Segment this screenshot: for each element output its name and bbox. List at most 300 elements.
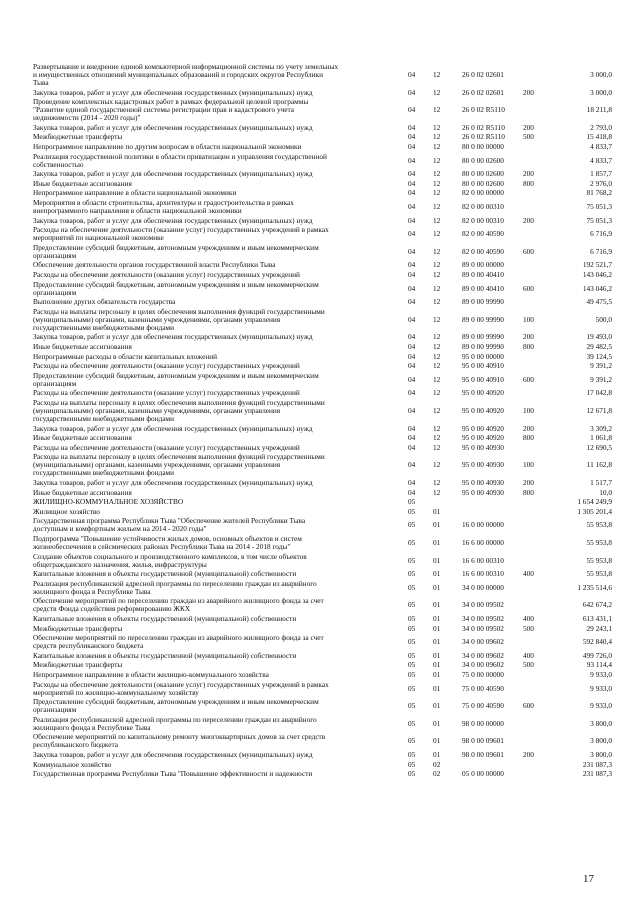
- row-name-line: организациям: [33, 379, 77, 388]
- row-csr: 34 0 00 00000: [462, 582, 504, 592]
- row-podrazdel: 01: [433, 538, 441, 547]
- row-podrazdel: 01: [433, 660, 441, 670]
- row-name: [33, 153, 390, 169]
- row-sum: 9 391,2: [590, 361, 612, 371]
- row-name-line: (муниципальными) органами, казенными учреждениями, органами управления: [33, 315, 281, 324]
- row-podrazdel: 12: [433, 229, 441, 239]
- row-podrazdel: 01: [433, 650, 441, 660]
- row-sum: 6 716,9: [590, 246, 612, 256]
- row-csr: 75 0 00 00000: [462, 670, 504, 679]
- table-row: [0, 597, 640, 613]
- row-razdel: 04: [408, 351, 416, 361]
- row-name-line: собственностью: [33, 160, 84, 169]
- row-razdel: 04: [408, 105, 416, 115]
- table-row: [0, 733, 640, 749]
- row-sum: 592 840,4: [582, 637, 612, 647]
- row-podrazdel: 12: [433, 374, 441, 384]
- row-podrazdel: 12: [433, 283, 441, 293]
- table-row: [0, 271, 640, 279]
- row-name: [33, 353, 390, 361]
- row-name-line: (муниципальными) органами, казенными учреждениями, органами управления: [33, 407, 281, 415]
- row-razdel: 05: [408, 769, 416, 779]
- row-podrazdel: 12: [433, 478, 441, 487]
- row-name-line: "Развитие единой государственной системы регистрации прав и кадастрового учета: [33, 106, 295, 115]
- row-csr: 95 0 00 40920: [462, 406, 504, 415]
- table-row: [0, 63, 640, 87]
- row-name-line: Предоставление субсидий бюджетным, автономным учреждениям и иным некоммерческим: [33, 243, 319, 252]
- table-row: [0, 353, 640, 361]
- table-row: [0, 652, 640, 660]
- row-podrazdel: 12: [433, 260, 441, 270]
- row-podrazdel: 02: [433, 759, 441, 769]
- row-sum: 12 690,5: [586, 442, 612, 452]
- row-vr: 100: [523, 406, 534, 415]
- row-name: [33, 770, 390, 778]
- row-name-line: Расходы на выплаты персоналу в целях обеспечения выполнения функций государственными: [33, 399, 325, 407]
- row-vr: 800: [523, 342, 534, 351]
- row-razdel: 04: [408, 202, 416, 211]
- row-sum: 642 674,2: [582, 600, 612, 610]
- row-csr: 80 0 00 02600: [462, 178, 504, 188]
- row-razdel: 04: [408, 246, 416, 256]
- row-csr: 05 0 00 00000: [462, 769, 504, 779]
- row-razdel: 05: [408, 582, 416, 592]
- row-sum: 17 042,8: [586, 388, 612, 398]
- row-sum: 3 309,2: [590, 423, 612, 433]
- row-name: [33, 733, 390, 749]
- row-name-line: Предоставление субсидий бюджетным, автономным учреждениям и иным некоммерческим: [33, 280, 319, 289]
- table-row: [0, 133, 640, 141]
- row-name-line: Иные бюджетные ассигнования: [33, 488, 132, 497]
- row-name: [33, 298, 390, 306]
- table-row: [0, 153, 640, 169]
- row-name: [33, 98, 390, 122]
- row-sum: 39 124,5: [586, 351, 612, 361]
- row-name-line: Капитальные вложения в объекты государственной (муниципальной) собственности: [33, 651, 297, 660]
- row-sum: 93 114,4: [586, 660, 612, 670]
- row-podrazdel: 12: [433, 314, 441, 324]
- row-podrazdel: 12: [433, 388, 441, 398]
- row-sum: 1 235 514,6: [577, 582, 612, 592]
- table-row: [0, 580, 640, 596]
- row-name-line: Расходы на обеспечение деятельности (оказания услуг) государственных учреждений: [33, 271, 300, 279]
- row-csr: 80 0 00 00000: [462, 142, 504, 151]
- row-name: [33, 597, 390, 613]
- row-sum: 1 857,7: [590, 169, 612, 179]
- row-podrazdel: 01: [433, 637, 441, 647]
- row-razdel: 05: [408, 555, 416, 565]
- row-csr: 89 0 00 99990: [462, 314, 504, 324]
- row-name: [33, 761, 390, 769]
- row-vr: 600: [523, 701, 534, 711]
- table-row: [0, 751, 640, 759]
- row-csr: 89 0 00 99990: [462, 297, 504, 307]
- row-csr: 34 0 00 09602: [462, 650, 504, 660]
- row-csr: 89 0 00 99990: [462, 342, 504, 351]
- row-razdel: 04: [408, 297, 416, 307]
- row-razdel: 05: [408, 759, 416, 769]
- row-csr: 82 0 00 00000: [462, 188, 504, 198]
- row-name-line: Выполнение других обязательств государства: [33, 298, 176, 307]
- table-row: [0, 661, 640, 669]
- row-sum: 143 046,2: [582, 270, 612, 279]
- row-name-line: Непрограммное направление в области национальной экономики: [33, 189, 237, 198]
- row-razdel: 05: [408, 520, 416, 530]
- row-name-line: Создание объектов социального и производственного комплексов, в том числе объектов: [33, 552, 307, 561]
- table-row: [0, 498, 640, 506]
- row-name: [33, 434, 390, 442]
- row-sum: 3 800,0: [590, 750, 612, 759]
- row-name-line: Предоставление субсидий бюджетным, автономным учреждениям и иным некоммерческим: [33, 698, 319, 707]
- row-name: [33, 343, 390, 351]
- row-name-line: организациям: [33, 706, 77, 715]
- row-name: [33, 681, 390, 697]
- row-name-line: ЖИЛИЩНО-КОММУНАЛЬНОЕ ХОЗЯЙСТВО: [33, 498, 184, 507]
- row-name-line: мероприятий по жилищно-коммунальному хозяйству: [33, 688, 199, 697]
- row-name-line: организациям: [33, 288, 77, 297]
- table-row: [0, 189, 640, 197]
- row-vr: 200: [523, 332, 534, 342]
- row-sum: 192 521,7: [582, 260, 612, 270]
- row-name: [33, 535, 390, 551]
- row-name: [33, 189, 390, 197]
- row-name: [33, 570, 390, 578]
- row-razdel: 04: [408, 70, 416, 79]
- row-name-line: Закупка товаров, работ и услуг для обеспечения государственных (муниципальных) нужд: [33, 424, 313, 433]
- row-name: [33, 751, 390, 759]
- row-vr: 200: [523, 478, 534, 487]
- row-name: [33, 498, 390, 506]
- table-row: [0, 261, 640, 269]
- row-razdel: 04: [408, 332, 416, 342]
- row-csr: 95 0 00 40910: [462, 374, 504, 384]
- row-sum: 81 768,2: [586, 188, 612, 198]
- row-podrazdel: 12: [433, 487, 441, 497]
- row-csr: 95 0 00 40920: [462, 388, 504, 398]
- row-name-line: Закупка товаров, работ и услуг для обеспечения государственных (муниципальных) нужд: [33, 123, 313, 132]
- row-sum: 3 800,0: [590, 718, 612, 728]
- row-name-line: жизнеобеспечения в сейсмических районах Республики Тыва на 2014 - 2018 годы": [33, 543, 291, 551]
- row-csr: 98 0 00 00000: [462, 718, 504, 728]
- table-row: [0, 143, 640, 151]
- row-name-line: Непрограммные расходы в области капитальных вложений: [33, 352, 218, 361]
- row-name-line: Государственная программа Республики Тыва "Обеспечение жителей Республики Тыва: [33, 517, 306, 526]
- row-name-line: Закупка товаров, работ и услуг для обеспечения государственных (муниципальных) нужд: [33, 216, 313, 225]
- row-vr: 100: [523, 460, 534, 470]
- row-name: [33, 63, 390, 87]
- row-podrazdel: 12: [433, 361, 441, 371]
- row-name-line: Обеспечение мероприятий по переселению граждан из аварийного жилищного фонда за счет: [33, 597, 324, 606]
- row-csr: 26 0 02 R5110: [462, 132, 505, 142]
- table-row: [0, 170, 640, 178]
- row-name: [33, 170, 390, 178]
- row-sum: 3 000,0: [590, 87, 612, 97]
- table-row: [0, 217, 640, 225]
- row-sum: 613 431,1: [582, 614, 612, 623]
- row-name: [33, 625, 390, 633]
- row-csr: 16 0 00 00000: [462, 520, 504, 530]
- row-sum: 143 046,2: [582, 283, 612, 293]
- row-name-line: Развертывание и внедрение единой компьютерной информационной системы по учету земельных: [33, 63, 339, 71]
- row-name-line: жилищного фонда в Республике Тыва: [33, 587, 151, 596]
- row-name: [33, 271, 390, 279]
- row-name-line: общегражданского назначения, жилья, инфраструктуры: [33, 560, 207, 569]
- row-csr: 26 0 02 R5110: [462, 122, 505, 132]
- row-podrazdel: 01: [433, 736, 441, 746]
- row-razdel: 05: [408, 600, 416, 610]
- row-name: [33, 615, 390, 623]
- row-vr: 200: [523, 423, 534, 433]
- table-row: [0, 308, 640, 332]
- row-sum: 15 418,8: [586, 132, 612, 142]
- row-name: [33, 261, 390, 269]
- row-csr: 34 0 00 09502: [462, 623, 504, 633]
- row-sum: 9 933,0: [590, 670, 612, 679]
- row-sum: 12 671,8: [586, 406, 612, 415]
- row-vr: 600: [523, 374, 534, 384]
- row-csr: 34 0 00 09602: [462, 660, 504, 670]
- row-name-line: Реализация республиканской адресной программы по переселению граждан из аварийного: [33, 715, 317, 724]
- row-podrazdel: 01: [433, 614, 441, 623]
- row-name-line: республиканского бюджета: [33, 741, 118, 750]
- page-number: 17: [583, 873, 594, 885]
- row-sum: 500,0: [595, 314, 612, 324]
- row-podrazdel: 12: [433, 351, 441, 361]
- table-row: [0, 625, 640, 633]
- row-podrazdel: 12: [433, 169, 441, 179]
- row-name-line: Межбюджетные трансферты: [33, 133, 123, 142]
- table-row: [0, 180, 640, 188]
- row-vr: 200: [523, 122, 534, 132]
- row-podrazdel: 12: [433, 202, 441, 211]
- row-podrazdel: 12: [433, 460, 441, 470]
- row-podrazdel: 02: [433, 769, 441, 779]
- row-name-line: средств Фонда содействия реформированию ЖКХ: [33, 605, 191, 614]
- row-csr: 82 0 00 40590: [462, 229, 504, 239]
- row-name-line: Обеспечение мероприятий по переселению граждан из аварийного жилищного фонда за счет: [33, 634, 324, 643]
- row-sum: 55 953,8: [586, 538, 612, 547]
- row-razdel: 05: [408, 623, 416, 633]
- row-name: [33, 479, 390, 487]
- row-podrazdel: 01: [433, 555, 441, 565]
- row-sum: 1 517,7: [590, 478, 612, 487]
- row-razdel: 05: [408, 736, 416, 746]
- row-sum: 19 493,0: [586, 332, 612, 342]
- row-name: [33, 399, 390, 423]
- row-razdel: 05: [408, 650, 416, 660]
- row-podrazdel: 01: [433, 569, 441, 579]
- row-vr: 200: [523, 750, 534, 759]
- row-name-line: Закупка товаров, работ и услуг для обеспечения государственных (муниципальных) нужд: [33, 479, 313, 487]
- row-csr: 16 6 00 00000: [462, 538, 504, 547]
- row-sum: 1 305 201,4: [577, 506, 612, 516]
- row-csr: 34 0 00 09502: [462, 614, 504, 623]
- table-row: [0, 453, 640, 477]
- row-podrazdel: 01: [433, 683, 441, 693]
- row-podrazdel: 12: [433, 142, 441, 151]
- row-name-line: Непрограммное направление в области жилищно-коммунального хозяйства: [33, 671, 269, 679]
- row-razdel: 05: [408, 718, 416, 728]
- row-razdel: 04: [408, 406, 416, 415]
- table-row: [0, 444, 640, 452]
- row-name-line: Закупка товаров, работ и услуг для обеспечения государственных (муниципальных) нужд: [33, 170, 313, 179]
- row-vr: 600: [523, 246, 534, 256]
- row-razdel: 05: [408, 637, 416, 647]
- row-razdel: 05: [408, 614, 416, 623]
- row-csr: 95 0 00 40930: [462, 442, 504, 452]
- row-razdel: 04: [408, 374, 416, 384]
- row-razdel: 05: [408, 497, 416, 507]
- row-sum: 1 061,8: [590, 433, 612, 443]
- row-csr: 89 0 00 99990: [462, 332, 504, 342]
- table-row: [0, 362, 640, 370]
- row-sum: 2 793,0: [590, 122, 612, 132]
- row-csr: 75 0 00 40590: [462, 683, 504, 693]
- row-vr: 400: [523, 614, 534, 623]
- row-name: [33, 671, 390, 679]
- row-name-line: Подпрограмма "Повышение устойчивости жилых домов, основных объектов и систем: [33, 535, 302, 543]
- row-vr: 100: [523, 314, 534, 324]
- table-row: [0, 281, 640, 297]
- row-name: [33, 425, 390, 433]
- row-vr: 200: [523, 87, 534, 97]
- row-name-line: Закупка товаров, работ и услуг для обеспечения государственных (муниципальных) нужд: [33, 751, 313, 759]
- row-sum: 499 726,0: [582, 650, 612, 660]
- row-podrazdel: 01: [433, 582, 441, 592]
- row-name-line: Проведение комплексных кадастровых работ в рамках федеральной целевой программы: [33, 98, 309, 107]
- table-row: [0, 226, 640, 242]
- row-csr: 95 0 00 40930: [462, 460, 504, 470]
- row-name: [33, 217, 390, 225]
- row-vr: 500: [523, 623, 534, 633]
- row-name-line: Реализация государственной политики в области приватизации и управления государственной: [33, 152, 327, 161]
- table-row: [0, 716, 640, 732]
- row-podrazdel: 12: [433, 332, 441, 342]
- row-name: [33, 333, 390, 341]
- row-name-line: Закупка товаров, работ и услуг для обеспечения государственных (муниципальных) нужд: [33, 333, 313, 342]
- row-sum: 9 391,2: [590, 374, 612, 384]
- row-razdel: 04: [408, 169, 416, 179]
- row-csr: 82 0 00 40590: [462, 246, 504, 256]
- row-razdel: 04: [408, 122, 416, 132]
- row-name-line: государственными внебюджетными фондами: [33, 323, 175, 332]
- row-podrazdel: 12: [433, 105, 441, 115]
- row-razdel: 04: [408, 87, 416, 97]
- row-csr: 95 0 00 40920: [462, 423, 504, 433]
- row-name: [33, 453, 390, 477]
- row-name-line: внепрограммного направления в области национальной экономики: [33, 207, 242, 215]
- table-row: [0, 298, 640, 306]
- row-podrazdel: 12: [433, 433, 441, 443]
- row-name-line: Обеспечение мероприятий по капитальному ремонту многоквартирных домов за счет средств: [33, 733, 326, 742]
- row-podrazdel: 12: [433, 270, 441, 279]
- table-row: [0, 199, 640, 215]
- table-row: [0, 508, 640, 516]
- row-name-line: Иные бюджетные ассигнования: [33, 179, 132, 188]
- row-razdel: 05: [408, 701, 416, 711]
- row-razdel: 04: [408, 342, 416, 351]
- row-razdel: 05: [408, 750, 416, 759]
- table-row: [0, 634, 640, 650]
- row-csr: 98 0 00 09601: [462, 736, 504, 746]
- row-razdel: 04: [408, 361, 416, 371]
- row-vr: 200: [523, 215, 534, 225]
- row-podrazdel: 12: [433, 423, 441, 433]
- row-podrazdel: 01: [433, 623, 441, 633]
- row-name-line: (муниципальными) органами, казенными учреждениями, органами управления: [33, 461, 281, 470]
- row-vr: 800: [523, 433, 534, 443]
- row-podrazdel: 12: [433, 122, 441, 132]
- row-razdel: 04: [408, 283, 416, 293]
- row-name-line: недвижимости (2014 - 2020 годы)": [33, 114, 141, 123]
- table-row: [0, 124, 640, 132]
- row-sum: 75 051,3: [586, 215, 612, 225]
- row-sum: 3 000,0: [590, 70, 612, 79]
- row-name-line: Закупка товаров, работ и услуг для обеспечения государственных (муниципальных) нужд: [33, 88, 313, 97]
- row-name-line: Иные бюджетные ассигнования: [33, 343, 132, 351]
- row-razdel: 05: [408, 683, 416, 693]
- table-row: [0, 489, 640, 497]
- row-csr: 16 6 00 00310: [462, 569, 504, 579]
- row-name-line: Жилищное хозяйство: [33, 507, 100, 516]
- row-csr: 16 6 00 00310: [462, 555, 504, 565]
- row-name: [33, 553, 390, 569]
- row-name-line: Тыва: [33, 79, 49, 87]
- row-razdel: 04: [408, 215, 416, 225]
- row-csr: 80 0 00 02600: [462, 169, 504, 179]
- row-podrazdel: 12: [433, 70, 441, 79]
- table-row: [0, 399, 640, 423]
- row-name-line: Расходы на обеспечение деятельности (оказание услуг) государственных учреждений: [33, 389, 300, 398]
- row-vr: 200: [523, 169, 534, 179]
- row-name: [33, 199, 390, 215]
- table-row: [0, 98, 640, 122]
- table-row: [0, 372, 640, 388]
- row-sum: 9 933,0: [590, 683, 612, 693]
- row-razdel: 04: [408, 460, 416, 470]
- row-podrazdel: 01: [433, 701, 441, 711]
- row-sum: 231 087,3: [582, 769, 612, 779]
- table-row: [0, 615, 640, 623]
- row-sum: 29 482,5: [586, 342, 612, 351]
- row-sum: 55 953,8: [586, 569, 612, 579]
- row-vr: 500: [523, 132, 534, 142]
- row-razdel: 04: [408, 423, 416, 433]
- row-razdel: 04: [408, 433, 416, 443]
- row-podrazdel: 12: [433, 132, 441, 142]
- row-razdel: 04: [408, 260, 416, 270]
- table-row: [0, 425, 640, 433]
- row-csr: 34 0 00 09502: [462, 600, 504, 610]
- row-sum: 2 976,0: [590, 178, 612, 188]
- row-podrazdel: 01: [433, 670, 441, 679]
- table-row: [0, 671, 640, 679]
- row-csr: 95 0 00 40930: [462, 478, 504, 487]
- row-podrazdel: 12: [433, 215, 441, 225]
- row-name-line: Расходы на обеспечение деятельности (оказание услуг) государственных учреждений: [33, 443, 300, 452]
- row-vr: 500: [523, 660, 534, 670]
- row-name: [33, 89, 390, 97]
- row-razdel: 04: [408, 188, 416, 198]
- row-name-line: Непрограммное направление по другим вопросам в области национальной экономики: [33, 143, 302, 151]
- row-csr: 34 0 00 09602: [462, 637, 504, 647]
- row-name: [33, 372, 390, 388]
- row-name-line: Капитальные вложения в объекты государственной (муниципальной) собственности: [33, 615, 297, 623]
- row-name-line: Иные бюджетные ассигнования: [33, 434, 132, 443]
- row-podrazdel: 12: [433, 406, 441, 415]
- row-csr: 82 0 00 00310: [462, 215, 504, 225]
- row-name: [33, 226, 390, 242]
